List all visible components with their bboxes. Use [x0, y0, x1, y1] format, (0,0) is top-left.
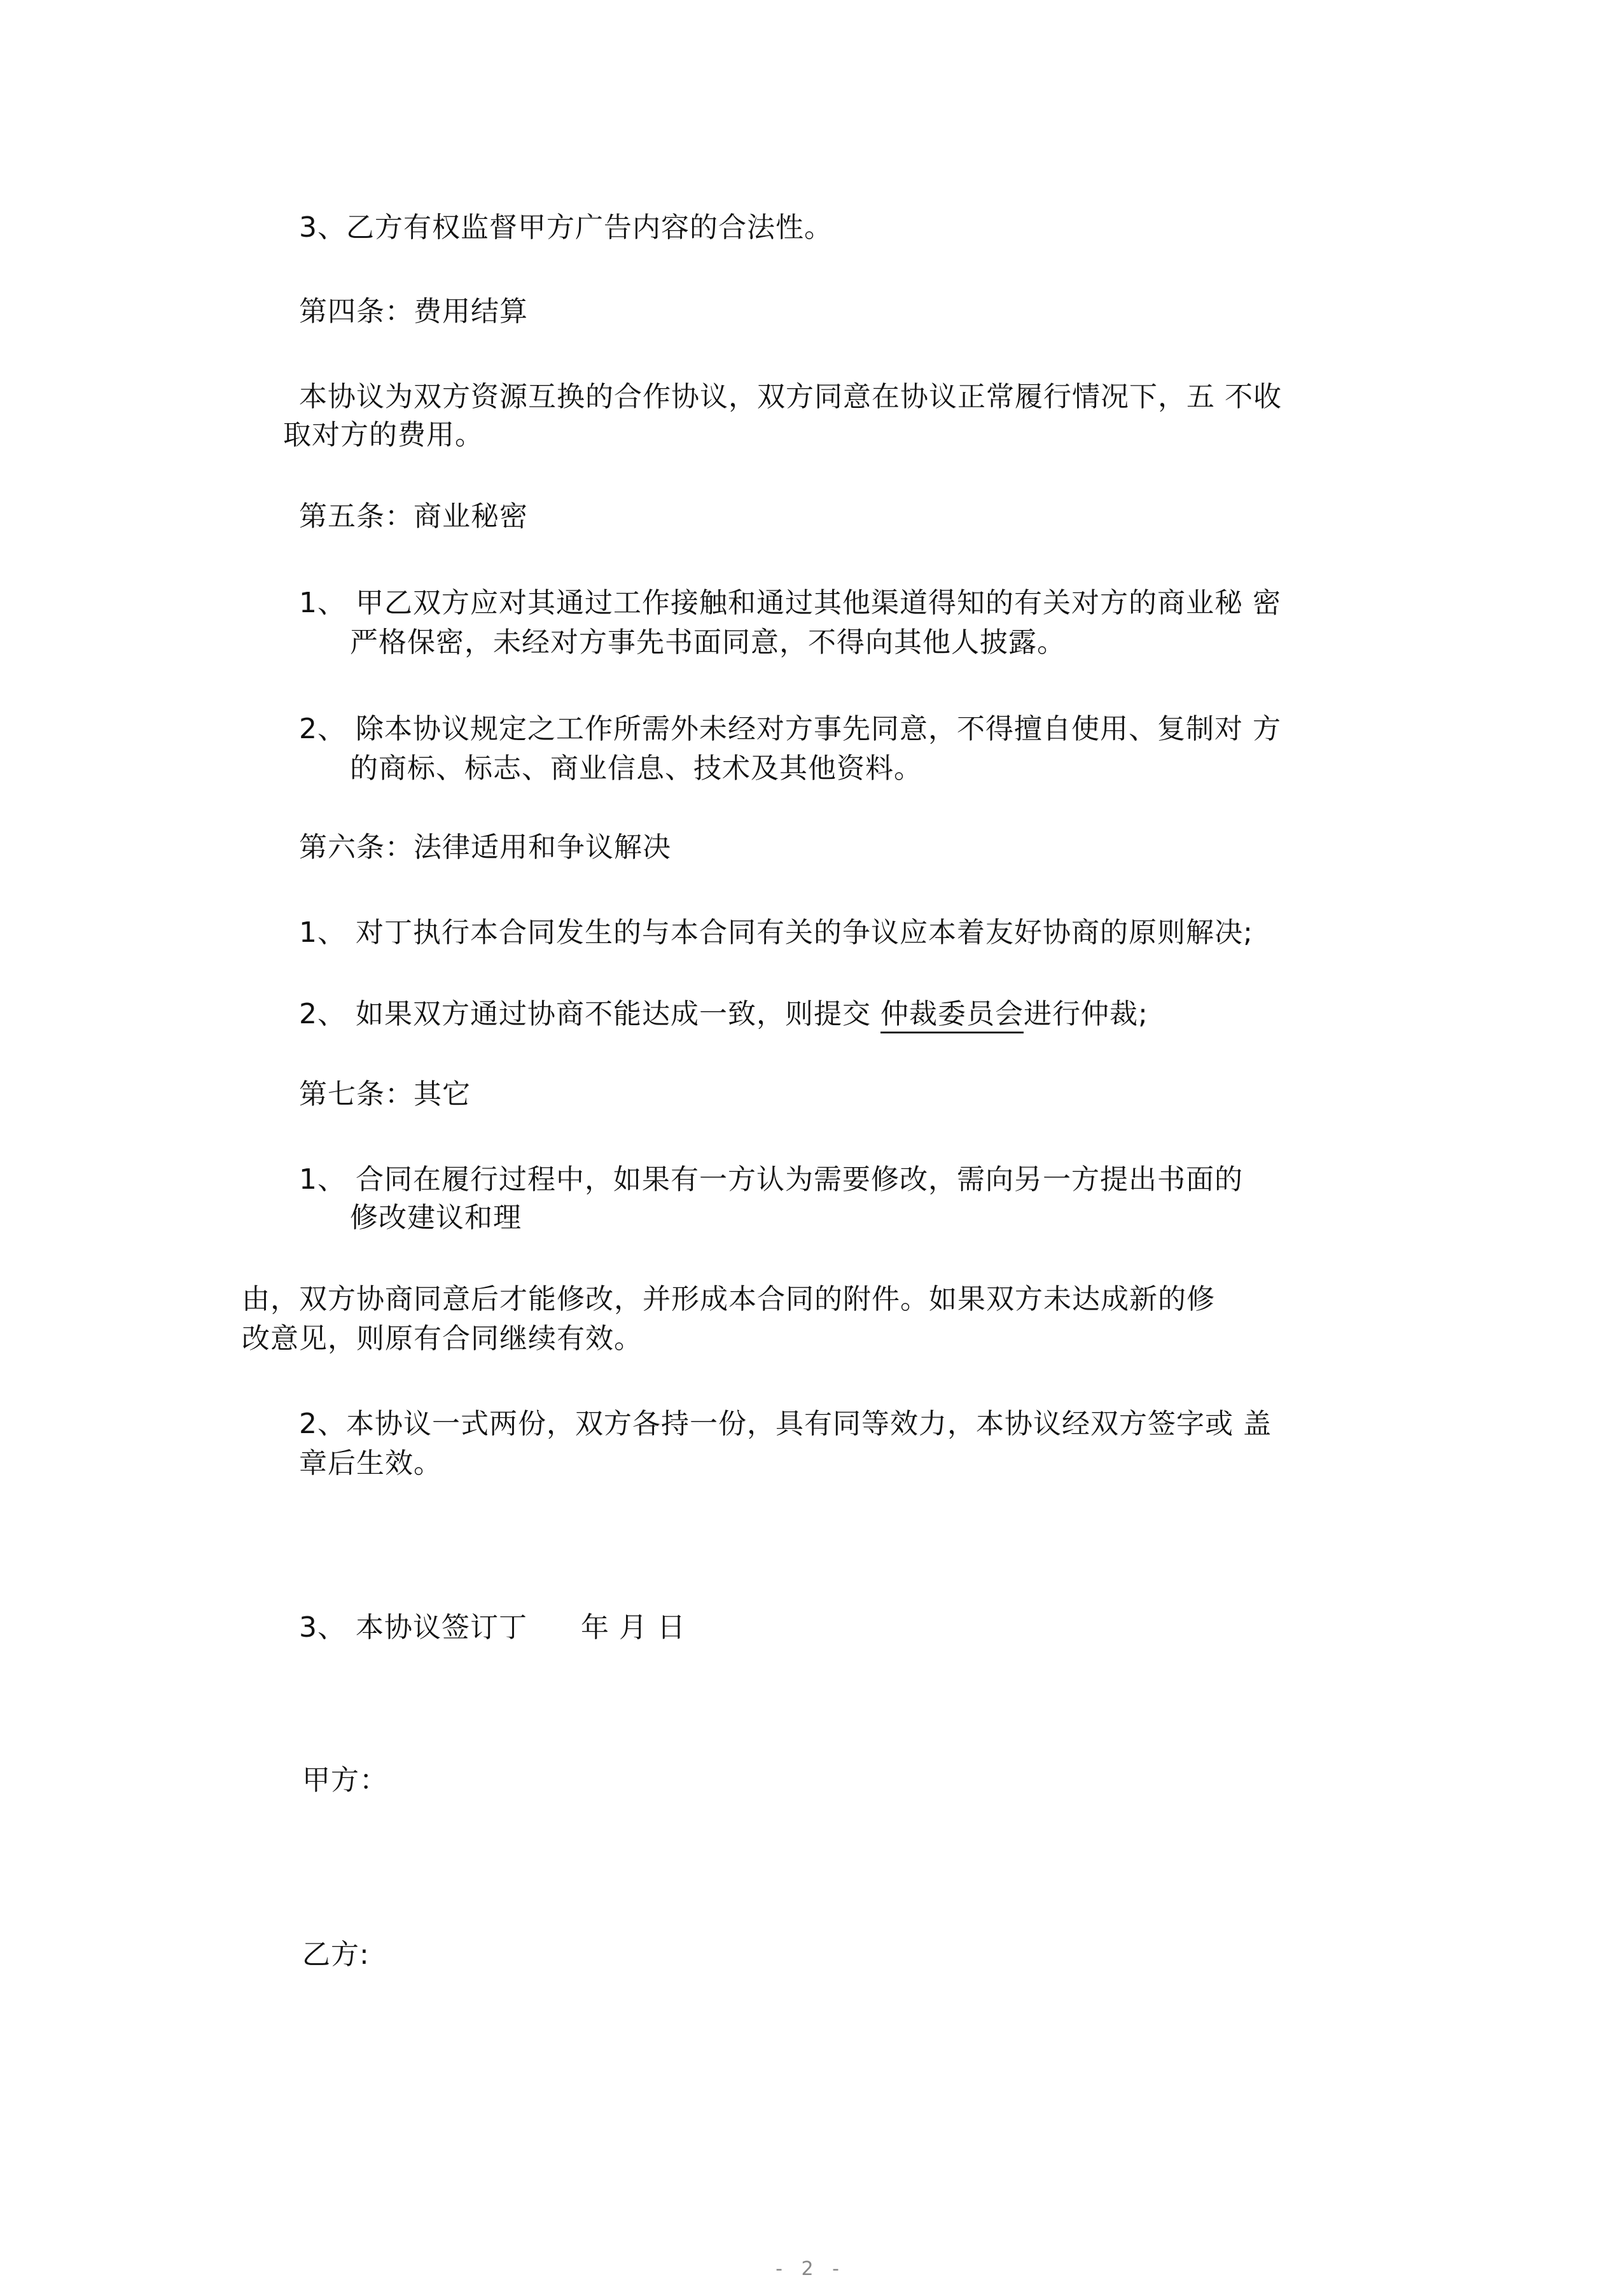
article5-item1-line1: 1、 甲乙双方应对其通过工作接触和通过其他渠道得知的有关对方的商业秘 密: [299, 587, 1281, 619]
article5-item2-line2: 的商标、标志、商业信息、技术及其他资料。: [350, 752, 922, 785]
article6-item2-prefix: 2、 如果双方通过协商不能达成一致，则提交: [299, 998, 880, 1030]
article7-item1-line4: 改意见，则原有合同继续有效。: [242, 1322, 643, 1355]
arbitration-committee-blank: 仲裁委员会: [880, 998, 1024, 1033]
party-b-label: 乙方:: [302, 1938, 370, 1971]
article5-item1-line2: 严格保密，未经对方事先书面同意，不得向其他人披露。: [350, 626, 1066, 659]
article6-item1: 1、 对丁执行本合同发生的与本合同有关的争议应本着友好协商的原则解决;: [299, 916, 1253, 949]
article5-item2-line1: 2、 除本协议规定之工作所需外未经对方事先同意，不得擅自使用、复制对 方: [299, 713, 1281, 745]
article7-item1-line3: 由，双方协商同意后才能修改，并形成本合同的附件。如果双方未达成新的修: [242, 1283, 1215, 1315]
article6-heading: 第六条：法律适用和争议解决: [299, 831, 671, 864]
party-a-label: 甲方：: [302, 1764, 388, 1796]
article4-text-line1: 本协议为双方资源互换的合作协议，双方同意在协议正常履行情况下，五 不收: [299, 381, 1282, 413]
article7-item1-line1: 1、 合同在履行过程中，如果有一方认为需要修改，需向另一方提出书面的: [299, 1163, 1243, 1196]
article6-item2-suffix: 进行仲裁;: [1023, 998, 1148, 1030]
article7-heading: 第七条：其它: [299, 1078, 471, 1110]
page-number: - 2 -: [776, 2258, 845, 2280]
article5-heading: 第五条：商业秘密: [299, 500, 528, 533]
article4-heading: 第四条：费用结算: [299, 295, 528, 328]
article4-text-line2: 取对方的费用。: [283, 419, 484, 451]
article7-item2-line1: 2、本协议一式两份，双方各持一份，具有同等效力，本协议经双方签字或 盖: [299, 1408, 1272, 1440]
article7-item2-line2: 章后生效。: [299, 1447, 442, 1480]
article6-item2: [299, 995, 1148, 1033]
article7-item3: [299, 1609, 686, 1647]
item3-review: 3、乙方有权监督甲方广告内容的合法性。: [299, 211, 833, 244]
signing-date-fields: 年 月 日: [580, 1611, 686, 1644]
article7-item1-line2: 修改建议和理: [350, 1201, 522, 1234]
signing-date-prefix: 3、 本协议签订丁: [299, 1611, 527, 1644]
